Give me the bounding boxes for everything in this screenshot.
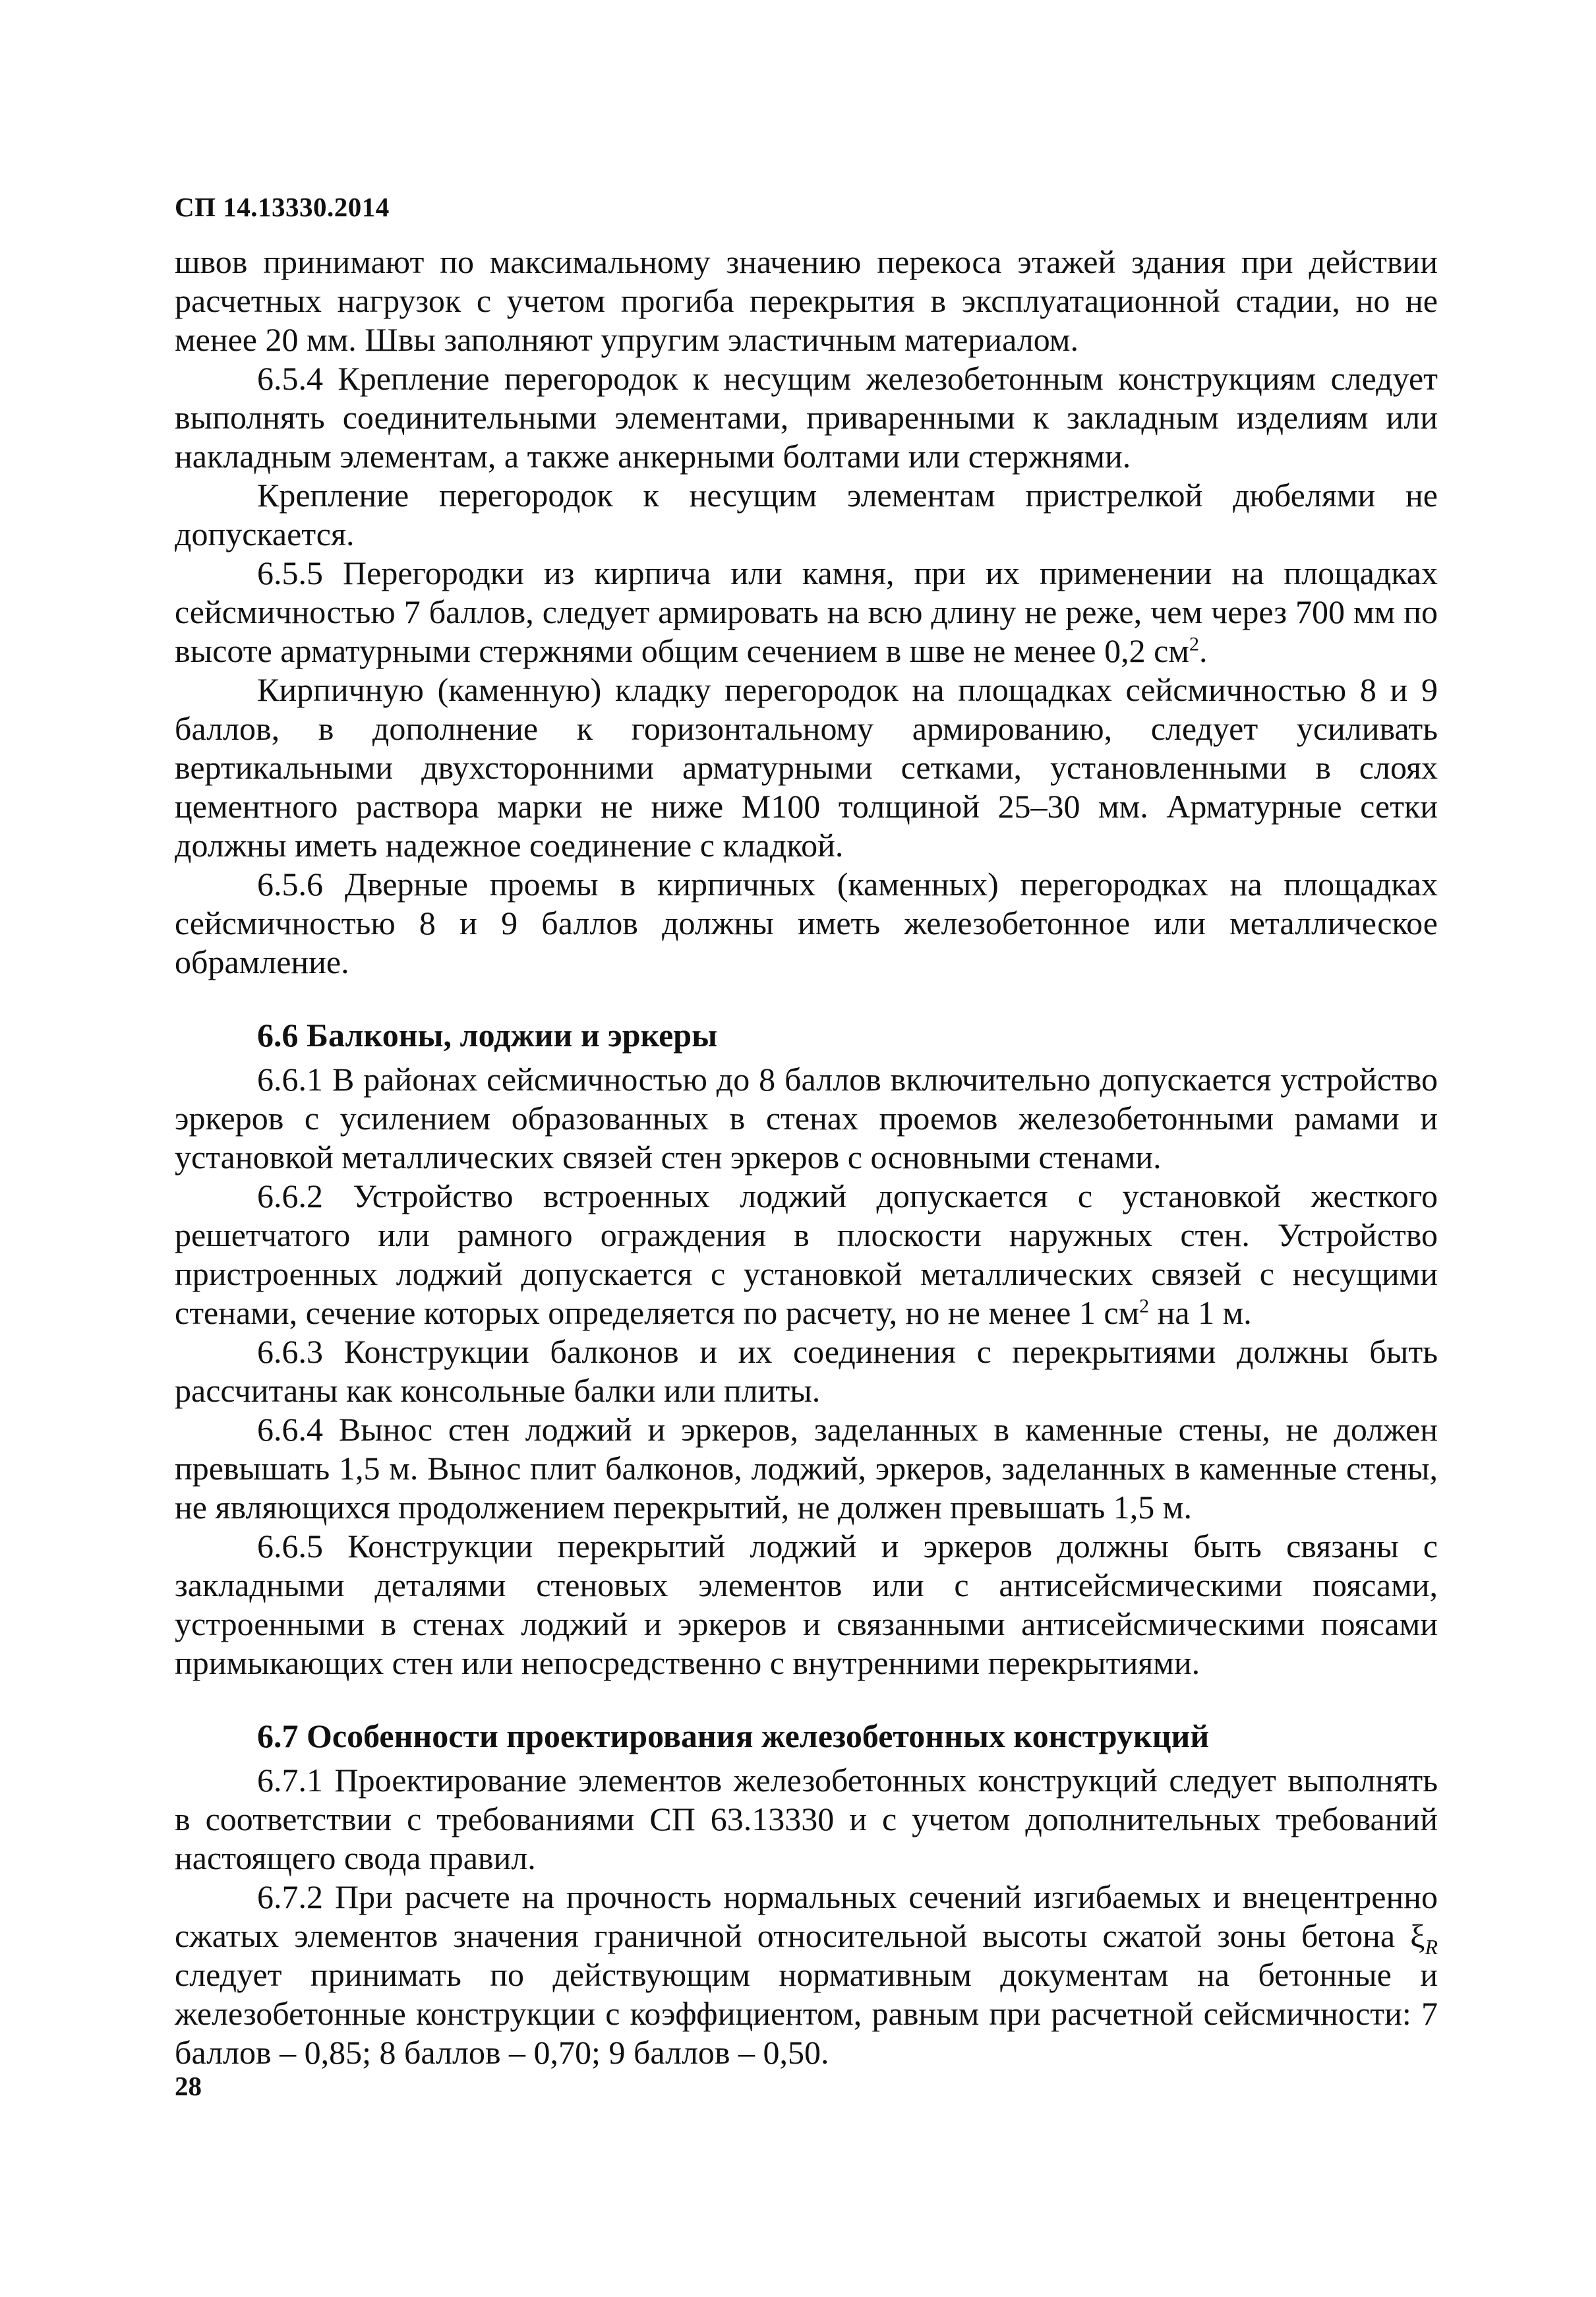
paragraph-6-6-2-text: 6.6.2 Устройство встроенных лоджий допускается с установкой жесткого решетчатого или рамного ограждения в плоскости наружных стен. Устройство пристроенных лоджий допускается с установкой металлических связей с несущими стенами, сечение которых определяется по расчету, но не менее 1 см (175, 1178, 1438, 1331)
paragraph-6-5-5 (175, 554, 1438, 671)
paragraph-6-6-1: 6.6.1 В районах сейсмичностью до 8 баллов включительно допускается устройство эркеров с усилением образованных в стенах проемов железобетонными рамами и установкой металлических связей стен эркеров с основными стенами. (175, 1061, 1438, 1176)
paragraph-6-5-6: 6.5.6 Дверные проемы в кирпичных (каменных) перегородках на площадках сейсмичностью 8 и 9 баллов должны иметь железобетонное или металлическое обрамление. (175, 866, 1438, 980)
subscript-r: R (1425, 1935, 1438, 1959)
paragraph-6-7-2-text: 6.7.2 При расчете на прочность нормальных сечений изгибаемых и внецентренно сжатых элементов значения граничной относительной высоты сжатой зоны бетона ξ (175, 1878, 1438, 1954)
paragraph-6-5-4-b: Крепление перегородок к несущим элементам пристрелкой дюбелями не допускается. (175, 477, 1438, 552)
paragraph-6-6-2-end: на 1 м. (1149, 1294, 1252, 1331)
paragraph-6-6-5: 6.6.5 Конструкции перекрытий лоджий и эркеров должны быть связаны с закладными деталями стеновых элементов или с антисейсмическими поясами, устроенными в стенах лоджий и эркеров и связанными антисейсмическими поясами примыкающих стен или непосредственно с внутренними перекрытиями. (175, 1528, 1438, 1681)
paragraph-6-6-4: 6.6.4 Вынос стен лоджий и эркеров, заделанных в каменные стены, не должен превышать 1,5 м. Вынос плит балконов, лоджий, эркеров, заделанных в каменные стены, не являющихся продолжением перекрытий, не должен превышать 1,5 м. (175, 1411, 1438, 1526)
superscript-2: 2 (1189, 633, 1199, 655)
superscript-2: 2 (1139, 1295, 1150, 1317)
section-heading-6-7: 6.7 Особенности проектирования железобетонных конструкций (257, 1717, 1210, 1754)
paragraph-6-6-2 (175, 1177, 1438, 1332)
paragraph-6-7-2-end: следует принимать по действующим нормативным документам на бетонные и железобетонные конструкции с коэффициентом, равным при расчетной сейсмичности: 7 баллов – 0,85; 8 баллов – 0,70; 9 баллов – 0,50. (175, 1956, 1438, 2071)
paragraph-6-5-5-b: Кирпичную (каменную) кладку перегородок на площадках сейсмичностью 8 и 9 баллов, в дополнение к горизонтальному армированию, следует усиливать вертикальными двухсторонними арматурными сетками, установленными в слоях цементного раствора марки не ниже М100 толщиной 25–30 мм. Арматурные сетки должны иметь надежное соединение с кладкой. (175, 671, 1438, 864)
paragraph-6-5-5-end: . (1198, 632, 1208, 669)
paragraph-6-5-5-text: 6.5.5 Перегородки из кирпича или камня, при их применении на площадках сейсмичностью 7 баллов, следует армировать на всю длину не реже, чем через 700 мм по высоте арматурными стержнями общим сечением в шве не менее 0,2 см (175, 554, 1438, 669)
paragraph-6-7-2 (175, 1878, 1438, 2072)
document-body (175, 243, 1438, 2072)
paragraph-intro: швов принимают по максимальному значению перекоса этажей здания при действии расчетных нагрузок с учетом прогиба перекрытия в эксплуатационной стадии, но не менее 20 мм. Швы заполняют упругим эластичным материалом. (175, 243, 1438, 358)
paragraph-6-7-1: 6.7.1 Проектирование элементов железобетонных конструкций следует выполнять в соответствии с требованиями СП 63.13330 и с учетом дополнительных требований настоящего свода правил. (175, 1762, 1438, 1876)
document-code-header: СП 14.13330.2014 (175, 192, 390, 222)
paragraph-6-5-4: 6.5.4 Крепление перегородок к несущим железобетонным конструкциям следует выполнять соединительными элементами, приваренными к закладным изделиям или накладным элементам, а также анкерными болтами или стержнями. (175, 360, 1438, 475)
page-number: 28 (175, 2071, 202, 2101)
section-heading-6-6: 6.6 Балконы, лоджии и эркеры (257, 1017, 718, 1054)
paragraph-6-6-3: 6.6.3 Конструкции балконов и их соединения с перекрытиями должны быть рассчитаны как консольные балки или плиты. (175, 1333, 1438, 1409)
